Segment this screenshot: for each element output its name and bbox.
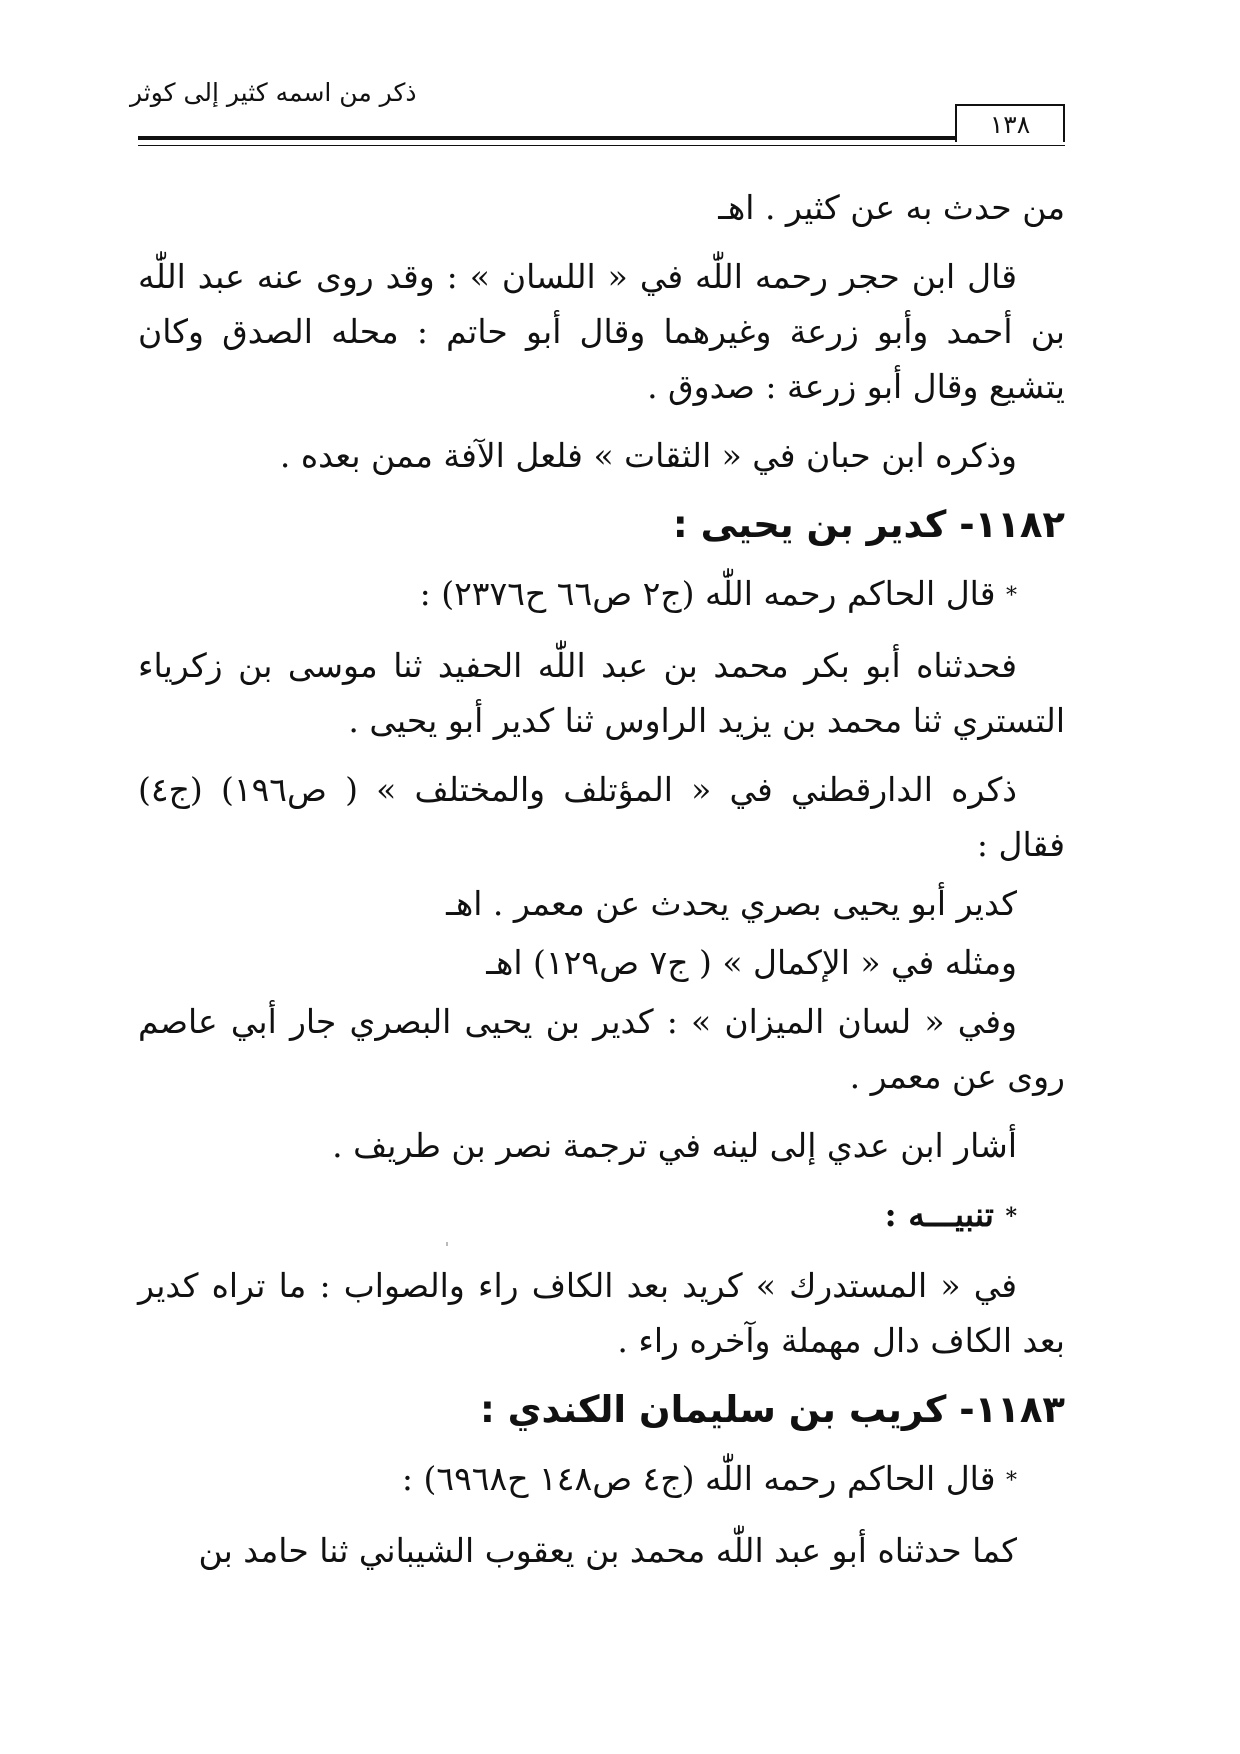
entry-heading-1183: ١١٨٣- كريب بن سليمان الكندي : <box>479 1388 1065 1431</box>
paragraph-kudayr: كدير أبو يحيى بصري يحدث عن معمر . اهـ <box>446 883 1017 923</box>
isnad-1182: فحدثناه أبو بكر محمد بن عبد اللّٰه الحفيد ثنا موسى بن زكرياء التستري ثنا محمد بن يزيد الراوس ثنا كدير أبو يحيى . <box>138 645 1065 740</box>
note-heading-text: تنبيـــه : <box>884 1194 994 1234</box>
isnad-1183: كما حدثناه أبو عبد اللّٰه محمد بن يعقوب الشيباني ثنا حامد بن <box>198 1530 1017 1570</box>
paragraph-daraqutni: ذكره الدارقطني في « المؤتلف والمختلف » ( ص١٩٦) (ج٤) فقال : <box>138 769 1065 864</box>
asterisk-icon: * <box>1006 583 1017 609</box>
paragraph-ibn-hajar: قال ابن حجر رحمه اللّٰه في « اللسان » : وقد روى عنه عبد اللّٰه بن أحمد وأبو زرعة وغيرهما وقال أبو حاتم : محله الصدق وكان يتشيع وقال أبو زرعة : صدوق . <box>138 257 1065 406</box>
citation-1182-text: قال الحاكم رحمه اللّٰه (ج٢ ص٦٦ ح٢٣٧٦) : <box>419 574 996 613</box>
body-text <box>138 180 1065 1592</box>
asterisk-icon: * <box>1005 1203 1017 1229</box>
running-title: ذكر من اسمه كثير إلى كوثر <box>130 78 417 107</box>
citation-1182 <box>138 566 1065 624</box>
citation-1183-text: قال الحاكم رحمه اللّٰه (ج٤ ص١٤٨ ح٦٩٦٨) : <box>401 1459 996 1498</box>
header-rule-thin <box>138 145 1065 146</box>
asterisk-icon: * <box>1006 1468 1017 1494</box>
scan-speck <box>446 1242 448 1246</box>
paragraph-ibn-hibban: وذكره ابن حبان في « الثقات » فلعل الآفة ممن بعده . <box>279 436 1017 475</box>
note-heading <box>138 1187 1065 1245</box>
page-number: ١٣٨ <box>955 104 1065 142</box>
citation-1183 <box>138 1451 1065 1509</box>
paragraph-continuation: من حدث به عن كثير . اهـ <box>718 188 1065 227</box>
entry-heading-1182: ١١٨٢- كدير بن يحيى : <box>672 503 1065 546</box>
note-text: في « المستدرك » كريد بعد الكاف راء والصواب : ما تراه كدير بعد الكاف دال مهملة وآخره راء . <box>138 1266 1065 1360</box>
paragraph-ikmal: ومثله في « الإكمال » ( ج٧ ص١٢٩) اهـ <box>486 942 1017 982</box>
paragraph-ibn-adi: أشار ابن عدي إلى لينه في ترجمة نصر بن طريف . <box>332 1125 1017 1165</box>
header-rule-thick <box>138 136 1065 140</box>
paragraph-lisan: وفي « لسان الميزان » : كدير بن يحيى البصري جار أبي عاصم روى عن معمر . <box>138 1001 1065 1096</box>
